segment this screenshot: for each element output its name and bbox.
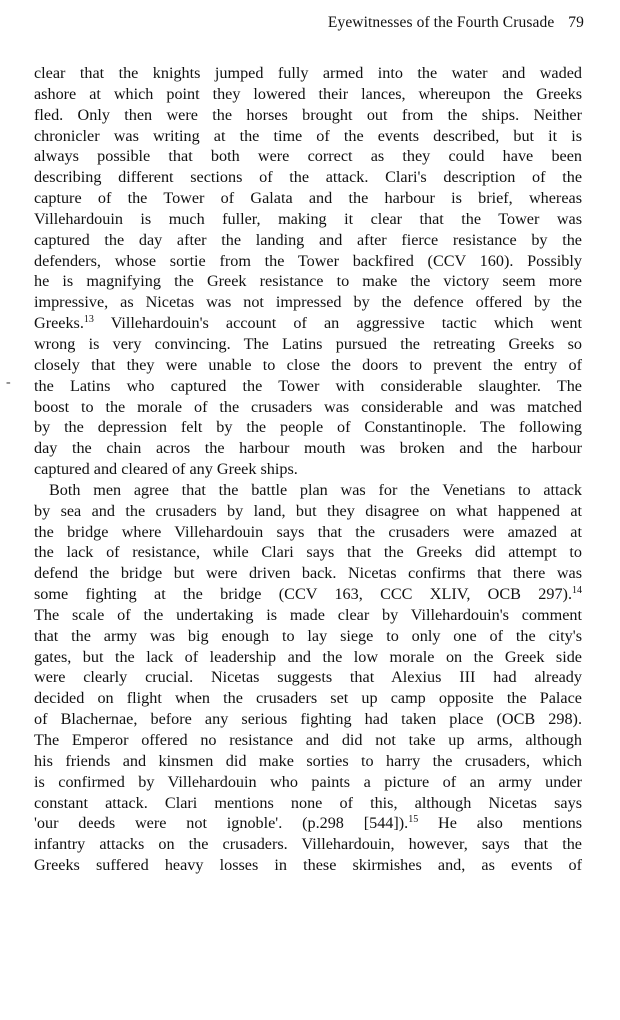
text-line: [34, 146, 582, 167]
running-title: Eyewitnesses of the Fourth Crusade: [327, 14, 555, 31]
text-line: [34, 751, 582, 772]
text-line-content: the lack of resistance, while Clari says that the Greeks did attempt to: [34, 543, 582, 562]
text-line-content: is confirmed by Villehardouin who paints a picture of an army under: [34, 772, 582, 791]
text-line-content: infantry attacks on the crusaders. Villehardouin, however, says that the: [34, 835, 582, 854]
text-line-continuation: He also mentions: [418, 814, 582, 833]
text-line-content: that the army was big enough to lay siege to only one of the city's: [34, 626, 582, 645]
text-line-content: always possible that both were correct as they could have been: [34, 147, 582, 166]
text-line-content: Both men agree that the battle plan was for the Venetians to attack: [49, 480, 582, 499]
text-line-content: day the chain acros the harbour mouth was broken and the harbour: [34, 439, 582, 458]
text-line-content: he is magnifying the Greek resistance to make the victory seem more: [34, 272, 582, 291]
text-line: [34, 313, 582, 334]
text-line: [34, 438, 582, 459]
text-line: [34, 209, 582, 230]
text-line-content: closely that they were unable to close the doors to prevent the entry of: [34, 355, 582, 374]
text-line-content: boost to the morale of the crusaders was considerable and was matched: [34, 397, 582, 416]
text-line: [34, 417, 582, 438]
footnote-marker: 15: [408, 814, 419, 826]
text-line: [34, 126, 582, 147]
text-line: [34, 813, 582, 834]
text-line: [34, 772, 582, 793]
text-line-content: some fighting at the bridge (CCV 163, CCC XLIV, OCB 297).: [34, 585, 572, 604]
text-line: [34, 584, 582, 605]
text-line: [34, 501, 582, 522]
text-line: [34, 376, 582, 397]
text-line: [34, 292, 582, 313]
text-line: [34, 793, 582, 814]
text-line-content: The scale of the undertaking is made clear by Villehardouin's comment: [34, 605, 582, 624]
text-line: [34, 188, 582, 209]
text-line-content: his friends and kinsmen did make sorties to harry the crusaders, which: [34, 751, 582, 770]
running-header: [328, 14, 584, 32]
text-line: [34, 230, 582, 251]
text-line-content: describing different sections of the attack. Clari's description of the: [34, 168, 582, 187]
text-line-content: ashore at which point they lowered their lances, whereupon the Greeks: [34, 84, 582, 103]
text-line-content: impressive, as Nicetas was not impressed by the defence offered by the: [34, 293, 582, 312]
text-line: [34, 84, 582, 105]
text-line: [34, 105, 582, 126]
text-line-content: clear that the knights jumped fully armed into the water and waded: [34, 64, 582, 82]
text-line: [34, 730, 582, 751]
text-line-content: captured and cleared of any Greek ships.: [34, 460, 298, 479]
text-line: [34, 563, 582, 584]
text-line-content: wrong is very convincing. The Latins pursued the retreating Greeks so: [34, 334, 582, 353]
text-line: [34, 667, 582, 688]
text-line: [34, 522, 582, 543]
text-line: [34, 334, 582, 355]
text-line: [34, 709, 582, 730]
text-line-continuation: Villehardouin's account of an aggressive tactic which went: [93, 314, 582, 333]
text-line-content: the bridge where Villehardouin says that the crusaders were amazed at: [34, 522, 582, 541]
body-text: [34, 63, 582, 876]
margin-mark: -: [6, 375, 11, 390]
text-line: [34, 855, 582, 876]
text-line-content: by sea and the crusaders by land, but they disagree on what happened at: [34, 501, 582, 520]
text-line-content: fled. Only then were the horses brought out from the ships. Neither: [34, 105, 582, 124]
text-line-content: captured the day after the landing and after fierce resistance by the: [34, 230, 582, 249]
text-line-content: gates, but the lack of leadership and the low morale on the Greek side: [34, 647, 582, 666]
text-line: [34, 647, 582, 668]
text-line-content: the Latins who captured the Tower with considerable slaughter. The: [34, 376, 582, 395]
text-line-content: Villehardouin is much fuller, making it clear that the Tower was: [34, 209, 582, 228]
text-line: [34, 542, 582, 563]
text-line: [34, 271, 582, 292]
text-line-content: chronicler was writing at the time of the events described, but it is: [34, 126, 582, 145]
text-line-content: of Blachernae, before any serious fighting had taken place (OCB 298).: [34, 710, 582, 729]
text-line: [34, 397, 582, 418]
text-line: [34, 167, 582, 188]
text-line-content: defenders, whose sortie from the Tower backfired (CCV 160). Possibly: [34, 251, 582, 270]
text-line-content: Greeks suffered heavy losses in these skirmishes and, as events of: [34, 856, 582, 875]
text-line: [34, 480, 582, 501]
text-line: [34, 63, 582, 84]
text-line-content: Greeks.: [34, 314, 84, 333]
text-line: [34, 605, 582, 626]
footnote-marker: 14: [572, 585, 582, 597]
text-line-content: decided on flight when the crusaders set up camp opposite the Palace: [34, 689, 582, 708]
text-line: [34, 626, 582, 647]
text-line: [34, 355, 582, 376]
footnote-marker: 13: [83, 314, 94, 326]
text-line-content: were clearly crucial. Nicetas suggests that Alexius III had already: [34, 668, 582, 687]
text-line: [34, 251, 582, 272]
text-line: [34, 688, 582, 709]
page-number: 79: [568, 14, 584, 31]
text-line-content: 'our deeds were not ignoble'. (p.298 [544]).: [34, 814, 409, 833]
text-line: [34, 834, 582, 855]
text-line-content: constant attack. Clari mentions none of this, although Nicetas says: [34, 793, 582, 812]
text-line-content: capture of the Tower of Galata and the harbour is brief, whereas: [34, 189, 582, 208]
text-line: [34, 459, 582, 480]
text-line-content: by the depression felt by the people of Constantinople. The following: [34, 418, 582, 437]
text-line-content: defend the bridge but were driven back. Nicetas confirms that there was: [34, 564, 582, 583]
text-line-content: The Emperor offered no resistance and did not take up arms, although: [34, 731, 582, 749]
